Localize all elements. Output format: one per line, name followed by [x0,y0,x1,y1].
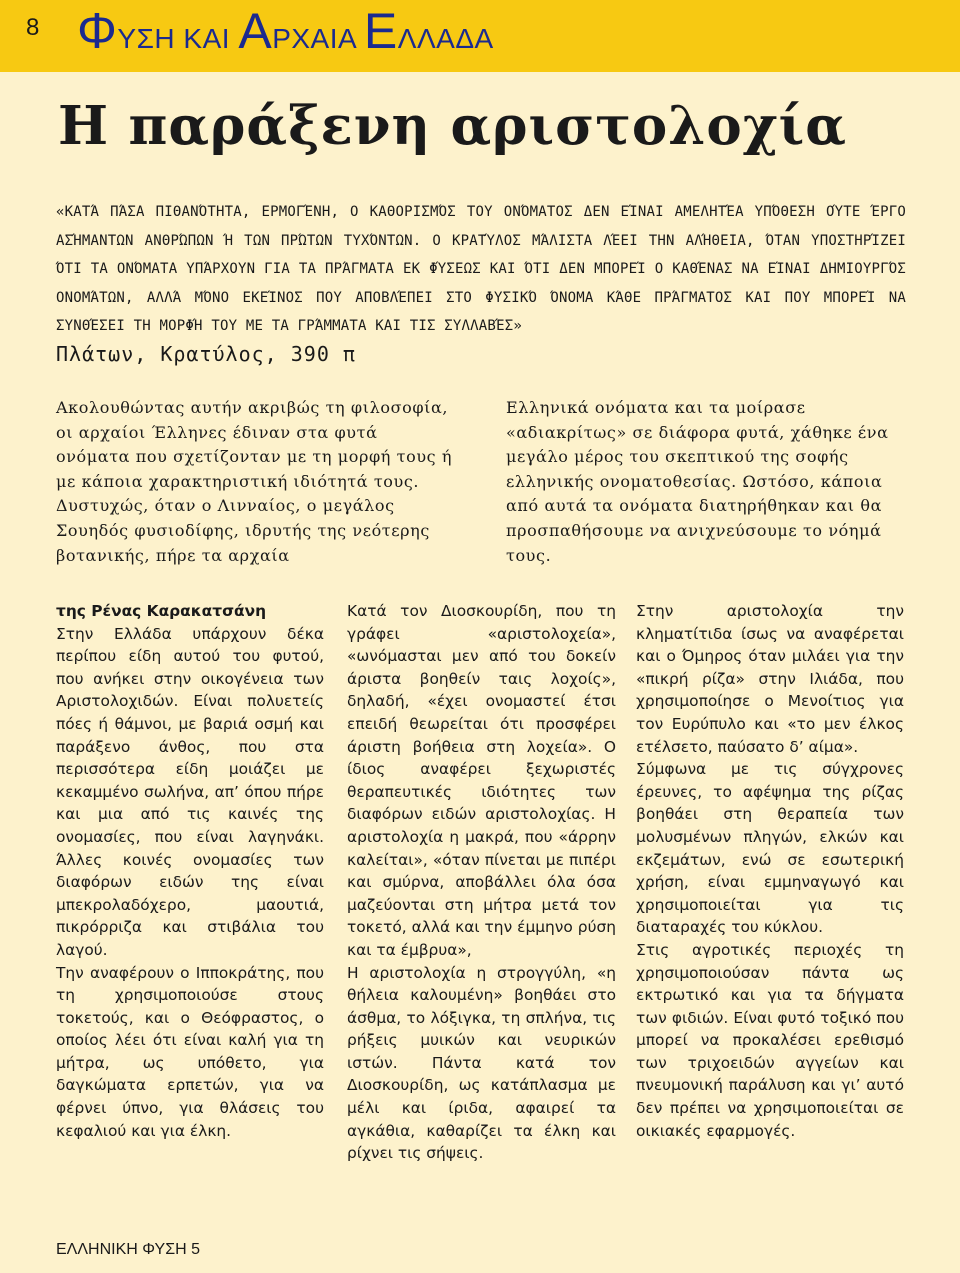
epigraph-quote: «ΚΑΤΆ ΠΆΣΑ ΠΙΘΑΝΌΤΗΤΑ, ΕΡΜΟΓΈΝΗ, Ο ΚΑΘΟΡΙΣΜΌΣ ΤΟΥ ΟΝΌΜΑΤΟΣ ΔΕΝ ΕΊΝΑΙ ΑΜΕΛΗΤΈΑ ΥΠΌΘΕΣΗ ΟΎΤΕ ΈΡΓΟ ΑΣΉΜΑΝΤΩΝ ΑΝΘΡΏΠΩΝ Ή ΤΩΝ ΠΡΏΤΩΝ ΤΥΧΌΝΤΩΝ. Ο ΚΡΑΤΎΛΟΣ ΜΆΛΙΣΤΑ ΛΈΕΙ ΤΗΝ ΑΛΉΘΕΙΑ, ΌΤΑΝ ΥΠΟΣΤΗΡΊΖΕΙ ΌΤΙ ΤΑ ΟΝΌΜΑΤΑ ΥΠΆΡΧΟΥΝ ΓΙΑ ΤΑ ΠΡΆΓΜΑΤΑ ΕΚ ΦΎΣΕΩΣ ΚΑΙ ΌΤΙ ΔΕΝ ΜΠΟΡΕΊ Ο ΚΑΘΈΝΑΣ ΝΑ ΕΊΝΑΙ ΔΗΜΙΟΥΡΓΌΣ ΟΝΟΜΆΤΩΝ, ΑΛΛΆ ΜΌΝΟ ΕΚΕΊΝΟΣ ΠΟΥ ΑΠΟΒΛΈΠΕΙ ΣΤΟ ΦΥΣΙΚΌ ΌΝΟΜΑ ΚΆΘΕ ΠΡΆΓΜΑΤΟΣ ΚΑΙ ΠΟΥ ΜΠΟΡΕΊ ΝΑ ΣΥΝΘΈΣΕΙ ΤΗ ΜΟΡΦΉ ΤΟΥ ΜΕ ΤΑ ΓΡΆΜΜΑΤΑ ΚΑΙ ΤΙΣ ΣΥΛΛΑΒΈΣ» [56,204,906,335]
section-title-initial-3: Α [238,3,273,59]
section-title-initial-1: Φ [77,3,118,59]
paragraph: Κατά τον Διοσκουρίδη, που τη γράφει «αριστολοχεία», «ωνόμασται μεν από του δοκείν άριστα βοηθείν ταις λοχοίς», δηλαδή, «έχει ονομαστεί έτσι επειδή θεωρείται ότι προσφέρει άριστη βοήθεια στη λοχεία». Ο ίδιος αναφέρει ξεχωριστές θεραπευτικές ιδιότητες των διαφόρων ειδών αριστολοχίας. Η αριστολοχία η μακρά, που «άρρην καλείται», «όταν πίνεται με πιπέρι και σμύρνα, αποβάλλει όλα όσα μαζεύονται στη μήτρα μετά τον τοκετό, αλλά και την έμμηνο ρύση και τα έμβρυα», [347,602,616,959]
body-column-1 [56,600,324,1142]
body-column-3 [636,600,904,1142]
paragraph: Την αναφέρουν ο Ιπποκράτης, που τη χρησιμοποιούσε στους τοκετούς, και ο Θεόφραστος, ο οποίος λέει ότι είναι καλή για τη μήτρα, ως υπόθετο, για δαγκώματα ερπετών, για να φέρνει ύπνο, για θλάσεις του κεφαλιού και για έλκη. [56,963,324,1140]
section-title-word-4: ΛΛΑΔΑ [397,23,494,54]
body-column-2 [347,600,616,1165]
section-title-word-3: ΡΧΑΙΑ [272,23,356,54]
page-number: 8 [26,14,40,41]
quote-source: Πλάτων, Κρατύλος, 390 π [56,342,356,366]
footer-label: ΕΛΛΗΝΙΚΗ ΦΥΣΗ 5 [56,1241,200,1258]
article-title: Η παράξενη αριστολοχία [58,95,848,157]
paragraph: Στην Ελλάδα υπάρχουν δέκα περίπου είδη αυτού του φυτού, που ανήκει στην οικογένεια των Αριστολοχιδών. Είναι πολυετείς πόες ή θάμνοι, με βαριά οσμή και παράξενο άνθος, που στα περισσότερα είδη μοιάζει με κεκαμμένο σωλήνα, απ’ όπου πήρε και μια από τις καινές της ονομασίες, που είναι λαγηνάκι. Άλλες κοινές ονομασίες των διαφόρων ειδών της είναι μπεκρολαδόχερο, μαουτιά, πικρόρριζα και στιβάλια του λαγού. [56,624,324,959]
intro-right: Ελληνικά ονόματα και τα μοίρασε «αδιακρίτως» σε διάφορα φυτά, χάθηκε ένα μεγάλο μέρος του σκεπτικού της σοφής ελληνικής ονοματοθεσίας. Ωστόσο, κάποια από αυτά τα ονόματα διατηρήθηκαν και θα προσπαθήσουμε να ανιχνεύσουμε το νόημά τους. [506,398,889,565]
section-title-initial-4: Ε [363,3,398,59]
section-title-word-1: ΥΣΗ [117,23,176,54]
paragraph: Στις αγροτικές περιοχές τη χρησιμοποιούσαν πάντα ως εκτρωτικό και για τα δήγματα των φιδιών. Είναι φυτό τοξικό που μπορεί να προκαλέσει ερεθισμό των τριχοειδών αγγείων και πνευμονική παράλυση και γι’ αυτό δεν πρέπει να χρησιμοποιείται σε οικιακές εφαρμογές. [636,940,904,1140]
paragraph: Η αριστολοχία η στρογγύλη, «η θήλεια καλουμένη» βοηθάει στο άσθμα, το λόξιγκα, τη σπλήνα, τις ρήξεις μυικών και νευρικών ιστών. Πάντα κατά τον Διοσκουρίδη, ως κατάπλασμα με μέλι και ίριδα, αφαιρεί τα αγκάθια, καθαρίζει τα έλκη και ρίχνει τις σήψεις. [347,963,616,1163]
section-title-word-2: ΚΑΙ [183,23,231,54]
paragraph: Στην αριστολοχία την κληματίτιδα ίσως να αναφέρεται και ο Όμηρος όταν μιλάει για την «πικρή ρίζα» στην Ιλιάδα, που χρησιμοποίησε ο Μενοίτιος για τον Ευρύπυλο και «το μεν έλκος ετέλσετο, παύσατο δ’ αίμα». [636,602,904,756]
section-title [77,2,494,60]
paragraph: Σύμφωνα με τις σύγχρονες έρευνες, το αφέψημα της ρίζας βοηθάει στη θεραπεία των μολυσμένων πληγών, ελκών και εκζεμάτων, ενώ σε εσωτερική χρήση, είναι εμμηναγωγό και χρησιμοποιείται για τις διαταραχές του κύκλου. [636,760,904,937]
byline: της Ρένας Καρακατσάνη [56,602,267,620]
intro-left: Ακολουθώντας αυτήν ακριβώς τη φιλοσοφία, οι αρχαίοι Έλληνες έδιναν στα φυτά ονόματα που σχετίζονταν με τη μορφή τους ή με κάποια χαρακτηριστική ιδιότητά τους. Δυστυχώς, όταν ο Λινναίος, ο μεγάλος Σουηδός φυσιοδίφης, ιδρυτής της νεότερης βοτανικής, πήρε τα αρχαία [56,398,453,565]
